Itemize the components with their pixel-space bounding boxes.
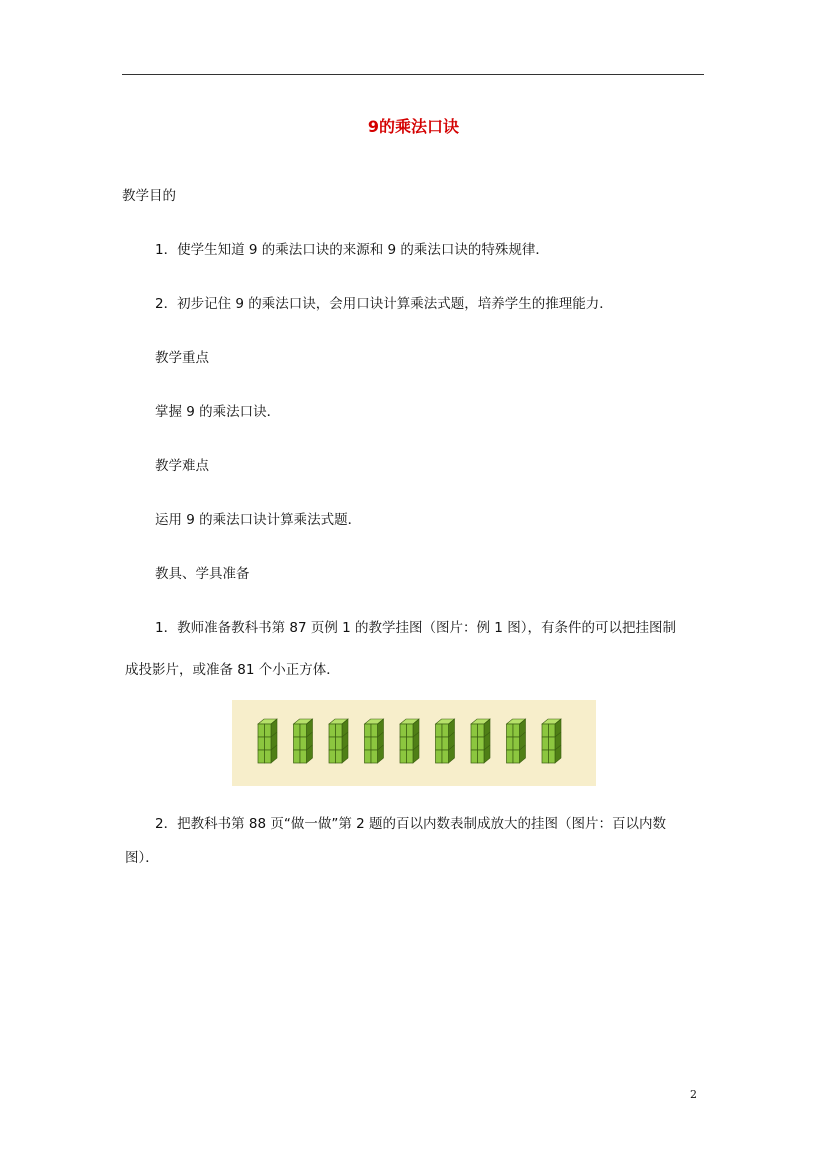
- key-point-text: 掌握 9 的乘法口诀．: [155, 404, 281, 420]
- key-point-heading: 教学重点: [155, 350, 209, 366]
- header-rule: [122, 74, 704, 75]
- materials-item-2-line1: 2．把教科书第 88 页“做一做”第 2 题的百以内数表制成放大的挂图（图片：百以内数: [155, 816, 667, 832]
- materials-item-1-line2: 成投影片，或准备 81 个小正方体．: [125, 662, 340, 678]
- objective-item-1: 1．使学生知道 9 的乘法口诀的来源和 9 的乘法口诀的特殊规律．: [155, 242, 549, 258]
- cube-column: [436, 719, 455, 763]
- difficulty-heading: 教学难点: [155, 458, 209, 474]
- cube-columns-illustration: [232, 700, 596, 786]
- cube-column: [542, 719, 561, 763]
- cube-column: [507, 719, 526, 763]
- difficulty-text: 运用 9 的乘法口诀计算乘法式题．: [155, 512, 362, 528]
- objective-heading: 教学目的: [122, 188, 176, 204]
- page-number: 2: [690, 1088, 697, 1101]
- cube-column: [258, 719, 277, 763]
- page-title: 9的乘法口诀: [367, 117, 460, 136]
- cube-column: [294, 719, 313, 763]
- objective-item-2: 2．初步记住 9 的乘法口诀，会用口诀计算乘法式题，培养学生的推理能力．: [155, 296, 613, 312]
- materials-item-1-line1: 1．教师准备教科书第 87 页例 1 的教学挂图（图片：例 1 图），有条件的可以把挂图制: [155, 620, 676, 636]
- materials-heading: 教具、学具准备: [155, 566, 250, 582]
- cube-column: [365, 719, 384, 763]
- cube-columns-figure: [232, 700, 596, 786]
- cube-column: [329, 719, 348, 763]
- cube-column: [471, 719, 490, 763]
- cube-column: [400, 719, 419, 763]
- materials-item-2-line2: 图）．: [125, 850, 159, 866]
